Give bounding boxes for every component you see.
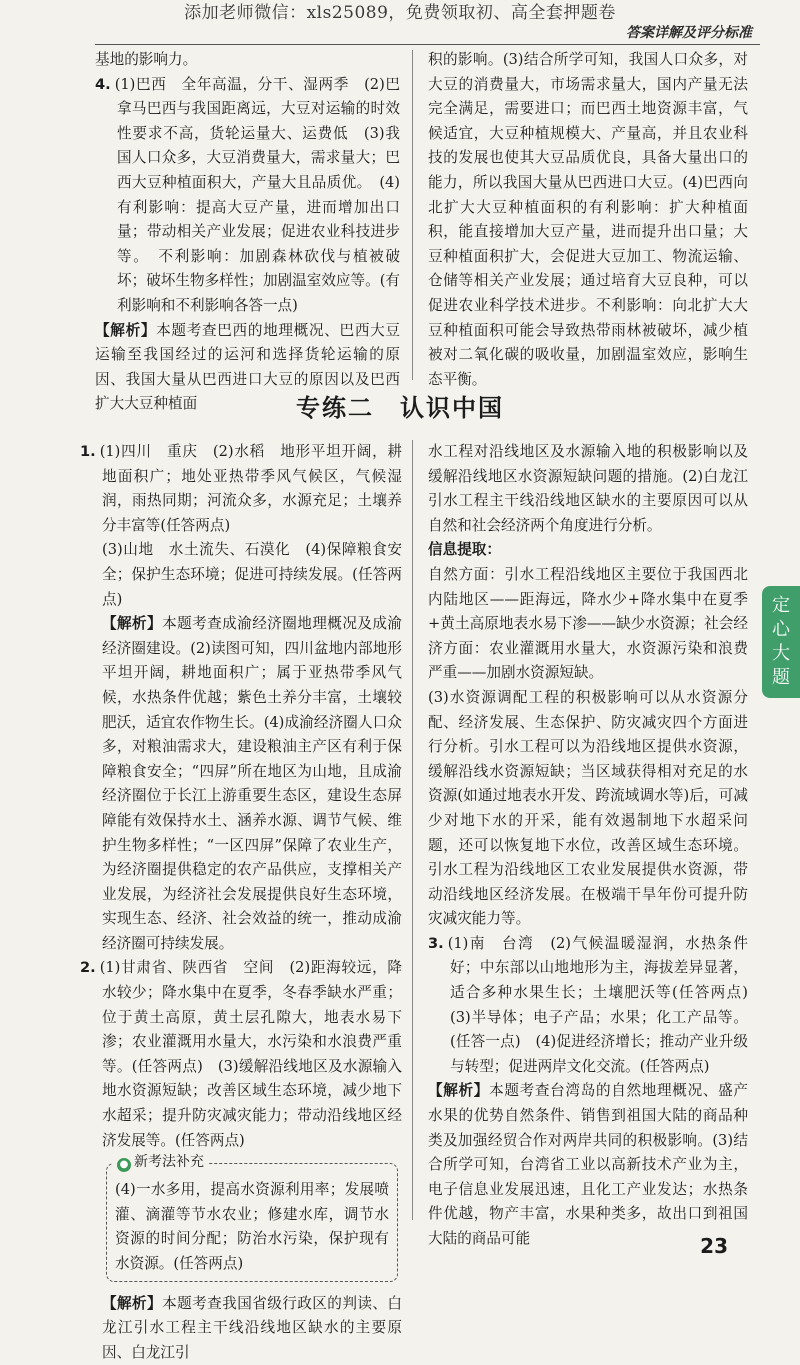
left-column	[80, 440, 402, 1365]
info-label: 信息提取：	[428, 541, 501, 559]
analysis-continuation: 水工程对沿线地区及水源输入地的积极影响以及缓解沿线地区水资源短缺问题的措施。(2)白龙江引水工程主干线沿线地区缺水的主要原因可以从自然和社会经济两个角度进行分析。	[428, 443, 748, 534]
analysis-tag: 【解析】	[102, 1294, 163, 1312]
promo-banner: 添加老师微信：xls25089，免费领取初、高全套押题卷	[184, 3, 616, 23]
question-2	[80, 956, 402, 1153]
answer-text: (1)甘肃省、陕西省 空间 (2)距海较远，降水较少；降水集中在夏季，冬春季缺水严重；位于黄土高原，黄土层孔隙大，地表水易下渗；农业灌溉用水量大，水污染和水浪费严重等。(任答两点) (3)缓解沿线地区及水源输入地水资源短缺；改善区域生态环境，减少地下水超采；提升防灾减灾能力；带动沿线地区经济发展等。(任答两点)	[99, 959, 402, 1149]
question-number: 3.	[428, 934, 444, 952]
right-column	[428, 440, 763, 1252]
chapter-tab-char: 心	[772, 619, 790, 640]
column-divider	[412, 440, 413, 1220]
chapter-tab-char: 大	[772, 643, 790, 664]
prev-left-column	[95, 48, 400, 417]
chapter-tab-char: 题	[772, 667, 790, 688]
analysis-continuation: 积的影响。(3)结合所学可知，我国人口众多，对大豆的消费量大，市场需求量大，国内产量无法完全满足，需要进口；而巴西土地资源丰富，气候适宜，大豆种植规模大、产量高，并且农业科技的发展也使其大豆品质优良，具备大量出口的能力，所以我国大量从巴西进口大豆。(4)巴西向北扩大大豆种植面积的有利影响：扩大种植面积，能直接增加大豆产量，进而提升出口量；大豆种植面积扩大，会促进大豆加工、物流运输、仓储等相关产业发展；通过培育大豆良种，可以促进农业科学技术进步。不利影响：向北扩大大豆种植面积可能会导致热带雨林被破坏，减少植被对二氧化碳的吸收量，加剧温室效应，影响生态平衡。	[428, 51, 748, 388]
question-number: 4.	[95, 75, 111, 93]
new-method-text: (4)一水多用，提高水资源利用率；发展喷灌、滴灌等节水农业；修建水库，调节水资源的时间分配；防治水污染，保护现有水资源。(任答两点)	[115, 1181, 389, 1272]
running-header: 答案详解及评分标准	[626, 25, 752, 41]
new-method-label-text: 新考法补充	[134, 1154, 204, 1171]
analysis-tag: 【解析】	[428, 1082, 490, 1100]
question-number: 2.	[80, 959, 96, 977]
question-1	[80, 440, 402, 538]
chapter-tab	[762, 586, 800, 698]
analysis-block	[80, 612, 402, 956]
new-method-label	[113, 1152, 208, 1172]
analysis-block	[428, 1079, 748, 1251]
analysis-text: 本题考查台湾岛的自然地理概况、盛产水果的优势自然条件、销售到祖国大陆的商品种类及加强经贸合作对两岸共同的积极影响。(3)结合所学可知，台湾省工业以高新技术产业为主，电子信息业发展迅速，且化工产业发达；水热条件优越，物产丰富，水果种类多，故出口到祖国大陆的商品可能	[428, 1082, 748, 1247]
answer-text: (1)四川 重庆 (2)水稻 地形平坦开阔，耕地面积广；地处亚热带季风气候区，气候湿润，雨热同期；河流众多，水源充足；土壤养分丰富等(任答两点)	[99, 443, 402, 534]
chapter-tab-char: 定	[772, 595, 790, 616]
question-number: 1.	[80, 443, 96, 460]
analysis-text: 本题考查我国省级行政区的判读、白龙江引水工程主干线沿线地区缺水的主要原因、白龙江引	[102, 1294, 402, 1361]
prev-right-column	[428, 48, 748, 392]
analysis-text: 本题考查成渝经济圈地理概况及成渝经济圈建设。(2)读图可知，四川盆地内部地形平坦开阔，耕地面积广；属于亚热带季风气候，水热条件优越；紫色土养分丰富，土壤较肥沃，适宜农作物生长。(4)成渝经济圈人口众多，对粮油需求大，建设粮油主产区有利于保障粮食安全；“四屏”所在地区为山地，且成渝经济圈位于长江上游重要生态区，建设生态屏障能有效保持水土、涵养水源、调节气候、维护生物多样性；“一区四屏”保障了农业生产，为经济圈提供稳定的农产品供应，支撑相关产业发展，为经济社会发展提供良好生态环境，实现生态、经济、社会效益的统一，推动成渝经济圈可持续发展。	[102, 615, 402, 952]
question-4	[95, 73, 400, 319]
pin-icon: ●	[117, 1158, 131, 1172]
header-rule	[95, 44, 760, 45]
answer-text: (1)南 台湾 (2)气候温暖湿润，水热条件好；中东部以山地地形为主，海拔差异显著，适合多种水果生长；土壤肥沃等(任答两点) (3)半导体；电子产品；水果；化工产品等。(任答一点) (4)促进经济增长；推动产业升级与转型；促进两岸文化交流。(任答两点)	[447, 934, 763, 1075]
prev-continuation-line: 基地的影响力。	[95, 51, 198, 68]
analysis-tag: 【解析】	[102, 615, 163, 633]
answer-text-continued: (3)山地 水土流失、石漠化 (4)保障粮食安全；保护生态环境；促进可持续发展。(任答两点)	[102, 541, 402, 608]
analysis-text: 本题考查巴西的地理概况、巴西大豆运输至我国经过的运河和选择货轮运输的原因、我国大量从巴西进口大豆的原因以及巴西扩大大豆种植面	[95, 321, 400, 413]
analysis-tag: 【解析】	[95, 321, 157, 339]
analysis-block	[80, 1292, 402, 1365]
analysis-continuation: (3)水资源调配工程的积极影响可以从水资源分配、经济发展、生态保护、防灾减灾四个方面进行分析。引水工程可以为沿线地区提供水资源，缓解沿线水资源短缺；当区域获得相对充足的水资源(如通过地表水开发、跨流域调水等)后，可减少对地下水的开采，能有效遏制地下水超采问题，还可以恢复地下水位，改善区域生态环境。引水工程为沿线地区工农业发展提供水资源，带动沿线地区经济发展。在极端干旱年份可提升防灾减灾能力等。	[428, 688, 748, 928]
page-number: 23	[700, 1234, 728, 1258]
answer-text: (1)巴西 全年高温，分干、湿两季 (2)巴拿马巴西与我国距离远，大豆对运输的时效性要求不高，货轮运量大、运费低 (3)我国人口众多，大豆消费量大，需求量大；巴西大豆种植面积大，产量大且品质优。 (4)有利影响：提高大豆产量，进而增加出口量；带动相关产业发展；促进农业科技进步等。 不利影响：加剧森林砍伐与植被破坏；破坏生物多样性；加剧温室效应等。(有利影响和不利影响各答一点)	[114, 75, 400, 314]
section-title: 专练二 认识中国	[296, 394, 504, 422]
new-method-box	[106, 1154, 398, 1281]
column-divider	[412, 50, 413, 380]
question-3	[428, 932, 763, 1080]
info-text: 自然方面：引水工程沿线地区主要位于我国西北内陆地区——距海远，降水少+降水集中在夏季+黄土高原地表水易下渗——缺少水资源；社会经济方面：农业灌溉用水量大，水资源污染和浪费严重——加剧水资源短缺。	[428, 565, 748, 682]
